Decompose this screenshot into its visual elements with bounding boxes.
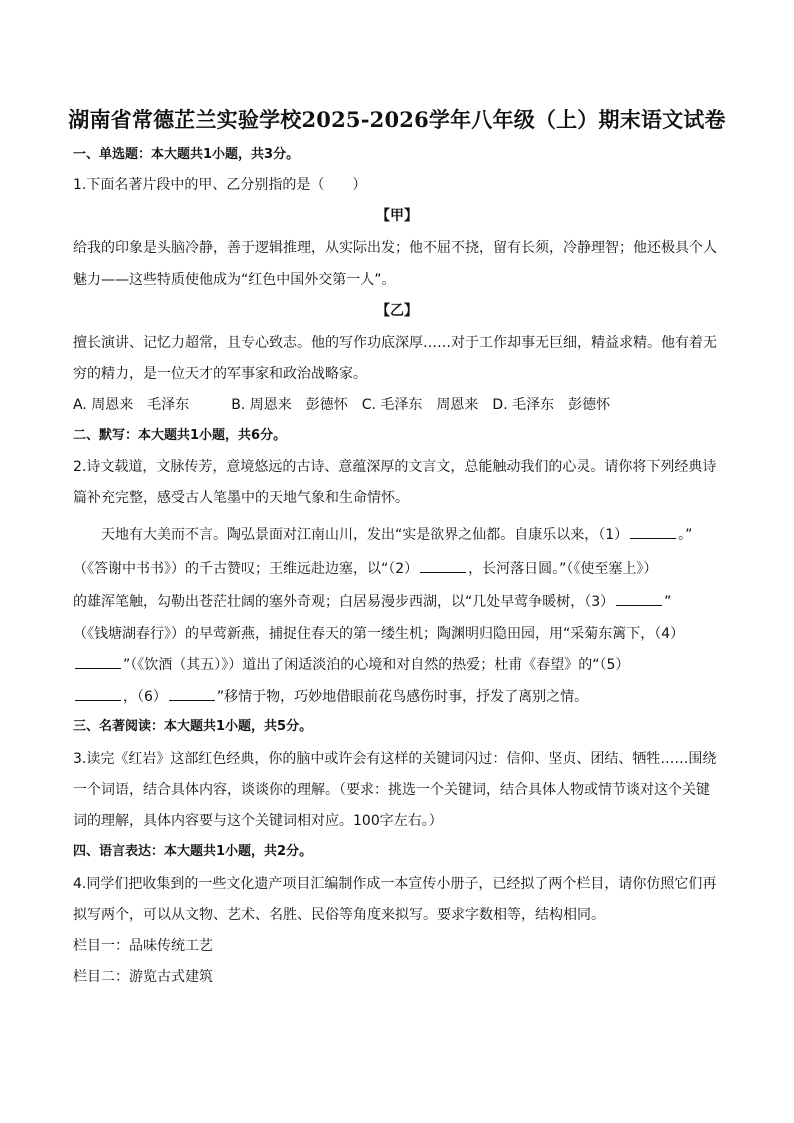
q3-line3: 词的理解，具体内容要与这个关键词相对应。100字左右。）: [73, 813, 443, 829]
answer-blank-6[interactable]: [169, 688, 215, 701]
q1-jia-line1: 给我的印象是头脑冷静，善于逻辑推理，从实际出发；他不屈不挠，留有长须，冷静理智；他还极具个人: [73, 240, 717, 256]
section3-heading: 三、名著阅读：本大题共1小题，共5分。: [73, 719, 313, 734]
q2-text: 天地有大美而不言。陶弘景面对江南山川，发出“实是欲界之仙都。自康乐以来，（1）: [101, 527, 629, 543]
q4-column-2: 栏目二：游览古式建筑: [73, 969, 213, 985]
q2-text: ”移情于物，巧妙地借眼前花鸟感伤时事，抒发了离别之情。: [216, 689, 589, 705]
q2-text: ”: [664, 594, 672, 610]
q1-jia-line2: 魅力——这些特质使他成为“红色中国外交第一人”。: [73, 272, 396, 288]
q1-yi-line2: 穷的精力，是一位天才的军事家和政治战略家。: [73, 366, 367, 382]
q2-text: ”（《饮酒（其五）》）道出了闲适淡泊的心境和对自然的热爱；杜甫《春望》的“（5）: [123, 657, 630, 673]
q4-column-1: 栏目一：品味传统工艺: [73, 938, 213, 954]
q2-text: ，长河落日圆。”（《使至塞上》）: [468, 561, 658, 577]
answer-blank-4[interactable]: [75, 656, 121, 669]
answer-blank-3[interactable]: [616, 593, 662, 606]
q2-text: 的雄浑笔触，勾勒出苍茫壮阔的塞外奇观；白居易漫步西湖，以“几处早莺争暖树，（3）: [73, 594, 615, 610]
q1-yi-line1: 擅长演讲、记忆力超常，且专心致志。他的写作功底深厚……对于工作却事无巨细，精益求精。他有着无: [73, 335, 717, 351]
q2-passage-line2: [73, 560, 657, 578]
q4-line1: 4.同学们把收集到的一些文化遗产项目汇编制作成一本宣传小册子，已经拟了两个栏目，请你仿照它们再: [73, 876, 717, 892]
q4-line2: 拟写两个，可以从文物、艺术、名胜、民俗等角度来拟写。要求字数相等，结构相同。: [73, 907, 605, 923]
q2-stem-line2: 篇补充完整，感受古人笔墨中的天地气象和生命情怀。: [73, 490, 409, 506]
section4-heading: 四、语言表达：本大题共1小题，共2分。: [73, 844, 313, 859]
q1-yi-label: 【乙】: [376, 303, 418, 319]
q1-options: A. 周恩来 毛泽东 B. 周恩来 彭德怀 C. 毛泽东 周恩来 D. 毛泽东 彭德怀: [73, 397, 611, 413]
section1-heading: 一、单选题：本大题共1小题，共3分。: [73, 147, 300, 162]
q2-text: 。”: [678, 527, 693, 543]
section2-heading: 二、默写：本大题共1小题，共6分。: [73, 428, 287, 443]
q2-stem-line1: 2.诗文载道，文脉传芳，意境悠远的古诗、意蕴深厚的文言文，总能触动我们的心灵。请你将下列经典诗: [73, 459, 717, 475]
answer-blank-5[interactable]: [75, 688, 121, 701]
q3-line2: 一个词语，结合具体内容，谈谈你的理解。（要求：挑选一个关键词，结合具体人物或情节谈对这个关键: [73, 782, 710, 798]
q2-passage-line1: [101, 526, 692, 544]
q2-text: ，（6）: [123, 689, 167, 705]
q1-stem: 1.下面名著片段中的甲、乙分别指的是（ ）: [73, 177, 367, 193]
q2-passage-line5: [73, 656, 629, 674]
q2-text: （《答谢中书书》）的千古赞叹；王维远赴边塞，以“（2）: [73, 561, 419, 577]
answer-blank-1[interactable]: [630, 526, 676, 539]
q2-passage-line4: （《钱塘湖春行》）的早莺新燕，捕捉住春天的第一缕生机；陶渊明归隐田园，用“采菊东篱下，（4）: [73, 626, 685, 642]
q3-line1: 3.读完《红岩》这部红色经典，你的脑中或许会有这样的关键词闪过：信仰、坚贞、团结、牺牲……围绕: [73, 751, 717, 767]
answer-blank-2[interactable]: [420, 560, 466, 573]
q1-jia-label: 【甲】: [376, 208, 418, 224]
q2-passage-line6: [73, 688, 588, 706]
q2-passage-line3: [73, 593, 671, 611]
exam-title: 湖南省常德芷兰实验学校2025-2026学年八年级（上）期末语文试卷: [68, 107, 726, 132]
